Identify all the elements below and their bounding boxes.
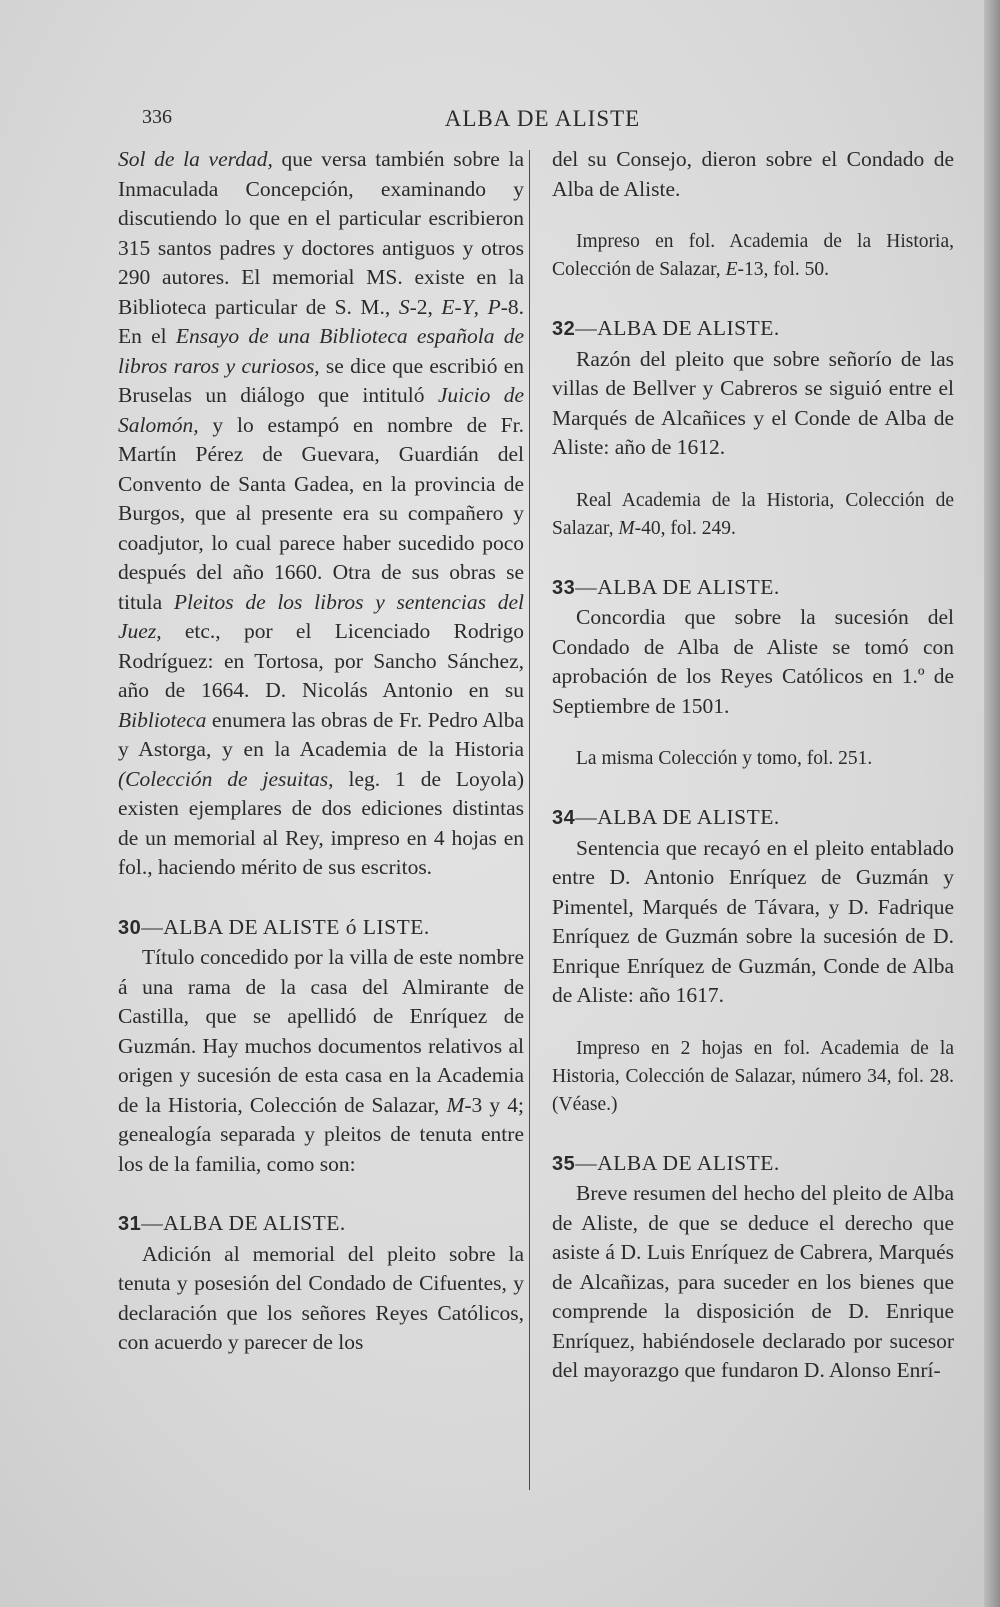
- entry-32-reference: Real Academia de la Historia, Colección de Salazar, M-40, fol. 249.: [552, 489, 954, 539]
- page-edge-shadow: [984, 0, 1000, 1607]
- entry-33-text: Concordia que sobre la sucesión del Condado de Alba de Aliste se tomó con aprobación de los Reyes Católicos en 1.º de Septiembre de 1501.: [552, 605, 954, 718]
- entry-33-reference: La misma Colección y tomo, fol. 251.: [576, 748, 873, 769]
- entry-30-text: Título concedido por la villa de este nombre á una rama de la casa del Almirante de Castilla, que se apellidó de Enríquez de Guzmán. Hay muchos documentos relativos al origen y sucesión de esta casa en la Academia de la Historia, Colección de Salazar, M-3 y 4; genealogía separada y pleitos de tenuta entre los de la familia, como son:: [118, 945, 524, 1176]
- entry-32-heading: 32—ALBA DE ALISTE.: [552, 316, 780, 340]
- entry-34-text: Sentencia que recayó en el pleito entablado entre D. Antonio Enríquez de Guzmán y Pimentel, Marqués de Távara, y D. Fadrique Enríquez de Guzmán sobre la sucesión de D. Enrique Enríquez de Guzmán, Conde de Alba de Aliste: año 1617.: [552, 835, 954, 1007]
- entry-31-text: Adición al memorial del pleito sobre la tenuta y posesión del Condado de Cifuentes, y declaración que los señores Reyes Católicos, con acuerdo y parecer de los: [118, 1241, 524, 1354]
- entry-33-heading: 33—ALBA DE ALISTE.: [552, 574, 780, 599]
- left-column: [118, 145, 524, 1358]
- entry-34-reference: Impreso en 2 hojas en fol. Academia de la Historia, Colección de Salazar, número 34, fol. 28. (Véase.): [552, 1037, 954, 1115]
- entry-32-text: Razón del pleito que sobre señorío de las villas de Bellver y Cabreros se siguió entre el Marqués de Alcañices y el Conde de Alba de Aliste: año de 1612.: [552, 346, 954, 459]
- entry-30-heading: 30—ALBA DE ALISTE ó LISTE.: [118, 914, 430, 939]
- page-number: 336: [142, 106, 172, 128]
- entry-35-heading: 35—ALBA DE ALISTE.: [552, 1150, 780, 1175]
- column-divider: [529, 150, 530, 1490]
- entry-34-heading: 34—ALBA DE ALISTE.: [552, 805, 780, 829]
- right-column: [552, 145, 954, 1386]
- entry-31-heading: 31—ALBA DE ALISTE.: [118, 1211, 346, 1235]
- entry-31-reference: Impreso en fol. Academia de la Historia, Colección de Salazar, E-13, fol. 50.: [552, 231, 954, 280]
- entry-31-continuation: del su Consejo, dieron sobre el Condado de Alba de Aliste.: [552, 147, 954, 201]
- entry-35-text: Breve resumen del hecho del pleito de Alba de Aliste, de que se deduce el derecho que asiste á D. Luis Enríquez de Cabrera, Marqués de Alcañizas, para suceder en los bienes que comprende la disposición de D. Enrique Enríquez, habiéndosele declarado por sucesor del mayorazgo que fundaron D. Alonso Enrí-: [552, 1181, 954, 1382]
- continued-paragraph: Sol de la verdad, que versa también sobre la Inmaculada Concepción, examinando y discutiendo lo que en el particular escribieron 315 santos padres y doctores antiguos y otros 290 autores. El memorial MS. existe en la Biblioteca particular de S. M., S-2, E-Y, P-8. En el Ensayo de una Biblioteca española de libros raros y curiosos, se dice que escribió en Bruselas un diálogo que intituló Juicio de Salomón, y lo estampó en nombre de Fr. Martín Pérez de Guevara, Guardián del Convento de Santa Gadea, en la provincia de Burgos, que al presente era su compañero y coadjutor, lo cual parece haber sucedido poco después del año 1660. Otra de sus obras se titula Pleitos de los libros y sentencias del Juez, etc., por el Licenciado Rodrigo Rodríguez: en Tortosa, por Sancho Sánchez, año de 1664. D. Nicolás Antonio en su Biblioteca enumera las obras de Fr. Pedro Alba y Astorga, y en la Academia de la Historia (Colección de jesuitas, leg. 1 de Loyola) existen ejemplares de dos ediciones distintas de un memorial al Rey, impreso en 4 hojas en fol., haciendo mérito de sus escritos.: [118, 147, 525, 879]
- running-head: ALBA DE ALISTE: [444, 106, 641, 131]
- page-header: [120, 106, 965, 136]
